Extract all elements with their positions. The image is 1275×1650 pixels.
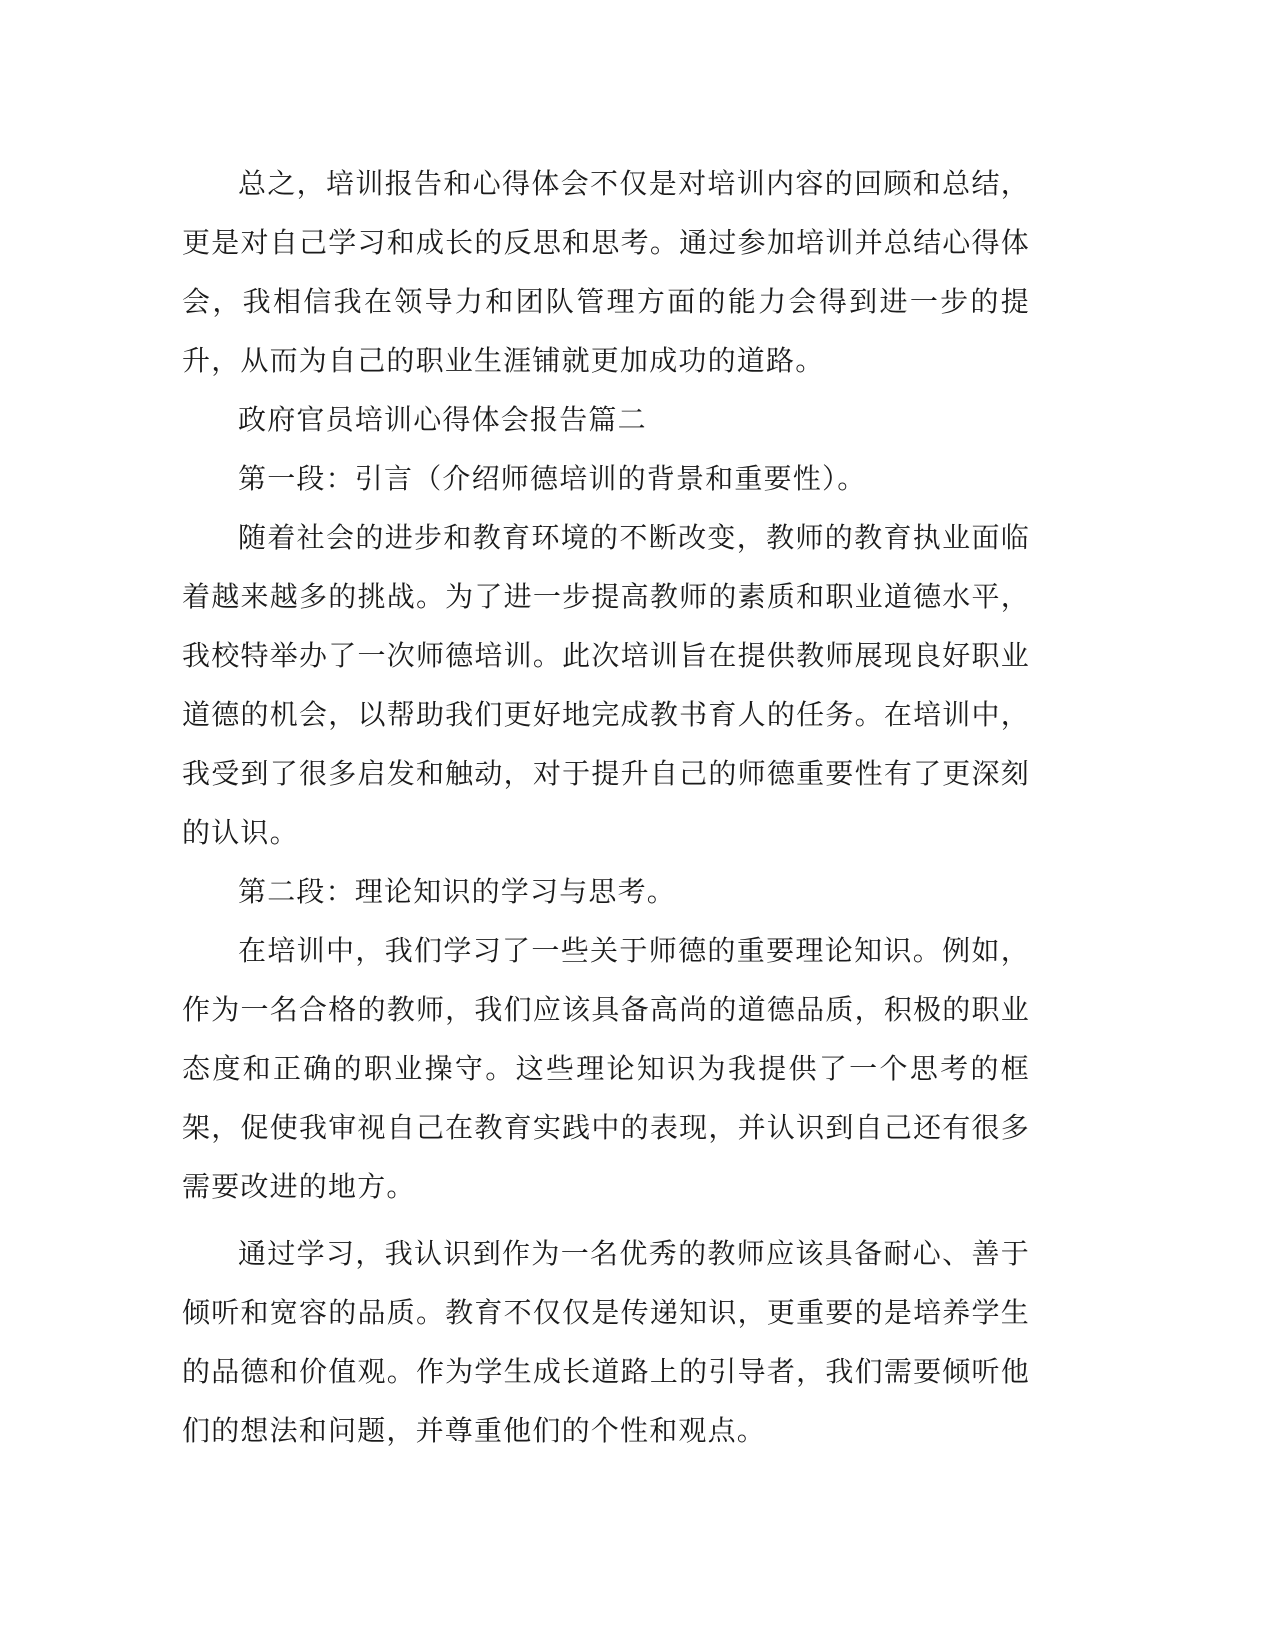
paragraph-reflection: 通过学习，我认识到作为一名优秀的教师应该具备耐心、善于倾听和宽容的品质。教育不仅仅是传递知识，更重要的是培养学生的品德和价值观。作为学生成长道路上的引导者，我们需要倾听他们的想法和问题，并尊重他们的个性和观点。 xyxy=(182,1237,1030,1447)
section-title: 政府官员培训心得体会报告篇二 xyxy=(238,403,647,436)
document-body xyxy=(182,154,1030,1460)
paragraph-intro: 随着社会的进步和教育环境的不断改变，教师的教育执业面临着越来越多的挑战。为了进一步提高教师的素质和职业道德水平，我校特举办了一次师德培训。此次培训旨在提供教师展现良好职业道德的机会，以帮助我们更好地完成教书育人的任务。在培训中，我受到了很多启发和触动，对于提升自己的师德重要性有了更深刻的认识。 xyxy=(182,521,1030,849)
paragraph-theory: 在培训中，我们学习了一些关于师德的重要理论知识。例如，作为一名合格的教师，我们应该具备高尚的道德品质，积极的职业态度和正确的职业操守。这些理论知识为我提供了一个思考的框架，促使我审视自己在教育实践中的表现，并认识到自己还有很多需要改进的地方。 xyxy=(182,934,1030,1203)
paragraph-heading-1: 第一段：引言（介绍师德培训的背景和重要性）。 xyxy=(238,462,867,495)
paragraph-summary: 总之，培训报告和心得体会不仅是对培训内容的回顾和总结，更是对自己学习和成长的反思和思考。通过参加培训并总结心得体会，我相信我在领导力和团队管理方面的能力会得到进一步的提升，从而为自己的职业生涯铺就更加成功的道路。 xyxy=(182,167,1030,377)
paragraph-heading-2: 第二段：理论知识的学习与思考。 xyxy=(238,875,677,908)
